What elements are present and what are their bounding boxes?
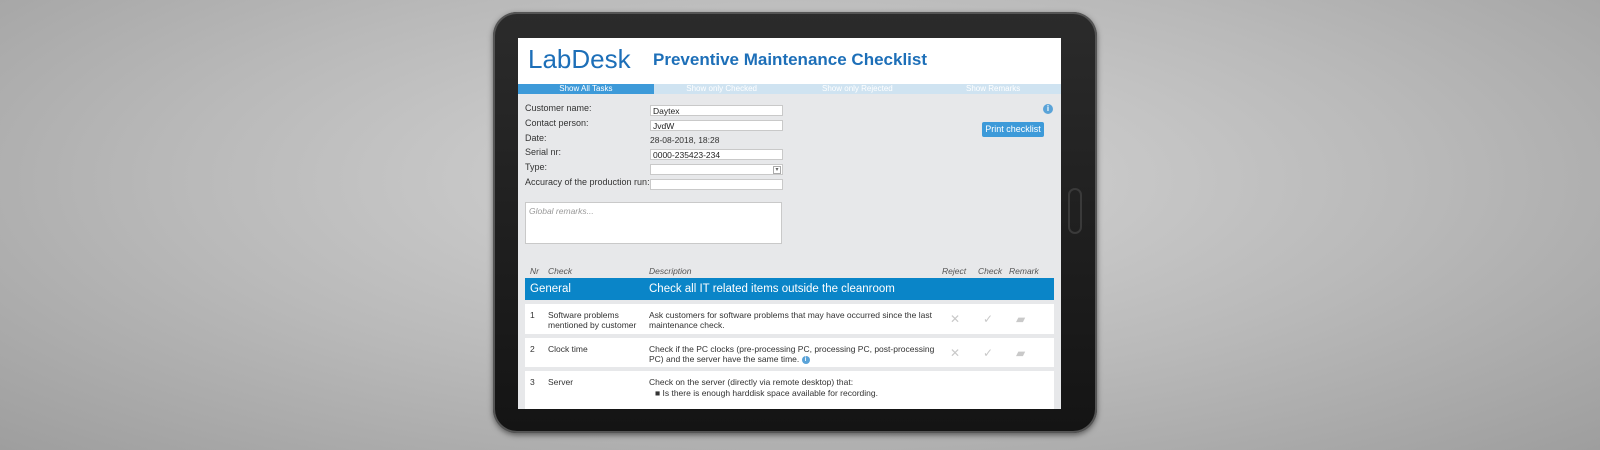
serial-field[interactable]: 0000-235423-234 xyxy=(650,149,783,160)
comment-icon[interactable]: ▰ xyxy=(1016,346,1026,360)
close-icon[interactable]: ✕ xyxy=(950,346,961,360)
col-remark: Remark xyxy=(1009,266,1039,276)
task-row xyxy=(525,338,1054,367)
tab-show-all-tasks[interactable]: Show All Tasks xyxy=(518,84,654,94)
task-description-text: Check if the PC clocks (pre-processing PC, processing PC, post-processing PC) and the server have the same time. xyxy=(649,344,935,364)
type-select[interactable] xyxy=(650,164,783,175)
date-label: Date: xyxy=(525,133,547,143)
checkmark-icon[interactable]: ✓ xyxy=(983,346,994,360)
checklist-form xyxy=(518,94,1061,264)
customer-row xyxy=(525,103,651,113)
customer-field[interactable]: Daytex xyxy=(650,105,783,116)
comment-icon[interactable]: ▰ xyxy=(1016,312,1026,326)
info-icon[interactable]: i xyxy=(802,356,810,364)
task-row xyxy=(525,304,1054,334)
col-check: Check xyxy=(548,266,573,276)
task-description: Check on the server (directly via remote desktop) that: xyxy=(649,377,854,387)
tablet-home-button xyxy=(1068,188,1082,234)
col-reject: Reject xyxy=(942,266,967,276)
tab-show-only-checked[interactable]: Show only Checked xyxy=(686,84,757,93)
tab-show-only-rejected[interactable]: Show only Rejected xyxy=(822,84,893,93)
task-check: Clock time xyxy=(548,344,588,354)
page-title: Preventive Maintenance Checklist xyxy=(653,50,928,69)
tab-show-remarks[interactable]: Show Remarks xyxy=(966,84,1021,93)
filter-tabs xyxy=(518,84,1061,94)
accuracy-field[interactable] xyxy=(650,179,783,190)
chevron-down-icon: ▾ xyxy=(773,166,781,174)
task-bullet-text: Is there is enough harddisk space available for recording. xyxy=(662,388,878,398)
type-label: Type: xyxy=(525,162,548,172)
task-check: Server xyxy=(548,377,574,387)
app-screen xyxy=(518,38,1061,409)
checkmark-icon[interactable]: ✓ xyxy=(983,312,994,326)
print-checklist-button[interactable]: Print checklist xyxy=(982,122,1044,137)
info-icon[interactable]: i xyxy=(1043,104,1053,114)
app-header xyxy=(518,38,1061,84)
labdesk-logo: LabDesk xyxy=(528,44,631,74)
task-nr: 2 xyxy=(530,344,535,354)
task-nr: 1 xyxy=(530,310,535,320)
col-description: Description xyxy=(649,266,692,276)
contact-field[interactable]: JvdW xyxy=(650,120,783,131)
task-description: Ask customers for software problems that may have occurred since the last maintenance check. xyxy=(649,310,932,330)
section-general xyxy=(525,278,1054,300)
customer-label: Customer name: xyxy=(525,103,592,113)
date-value: 28-08-2018, 18:28 xyxy=(650,135,720,145)
contact-row xyxy=(525,118,651,128)
type-row xyxy=(525,162,651,172)
task-row xyxy=(525,371,1054,409)
close-icon[interactable]: ✕ xyxy=(950,312,961,326)
col-check-status: Check xyxy=(978,266,1003,276)
serial-label: Serial nr: xyxy=(525,147,562,157)
accuracy-label: Accuracy of the production run: xyxy=(525,177,650,187)
task-nr: 3 xyxy=(530,377,535,387)
global-remarks-textarea[interactable]: Global remarks... xyxy=(525,202,782,244)
section-description: Check all IT related items outside the cleanroom xyxy=(649,283,895,295)
contact-label: Contact person: xyxy=(525,118,589,128)
accuracy-row xyxy=(525,177,651,187)
section-name: General xyxy=(530,283,571,295)
task-check: Software problems mentioned by customer xyxy=(548,310,637,330)
date-row xyxy=(525,133,651,143)
column-headers xyxy=(518,264,1061,278)
col-nr: Nr xyxy=(530,266,539,276)
task-bullet: ■ Is there is enough harddisk space available for recording. xyxy=(655,388,878,398)
serial-row xyxy=(525,147,651,157)
task-description xyxy=(649,344,939,364)
